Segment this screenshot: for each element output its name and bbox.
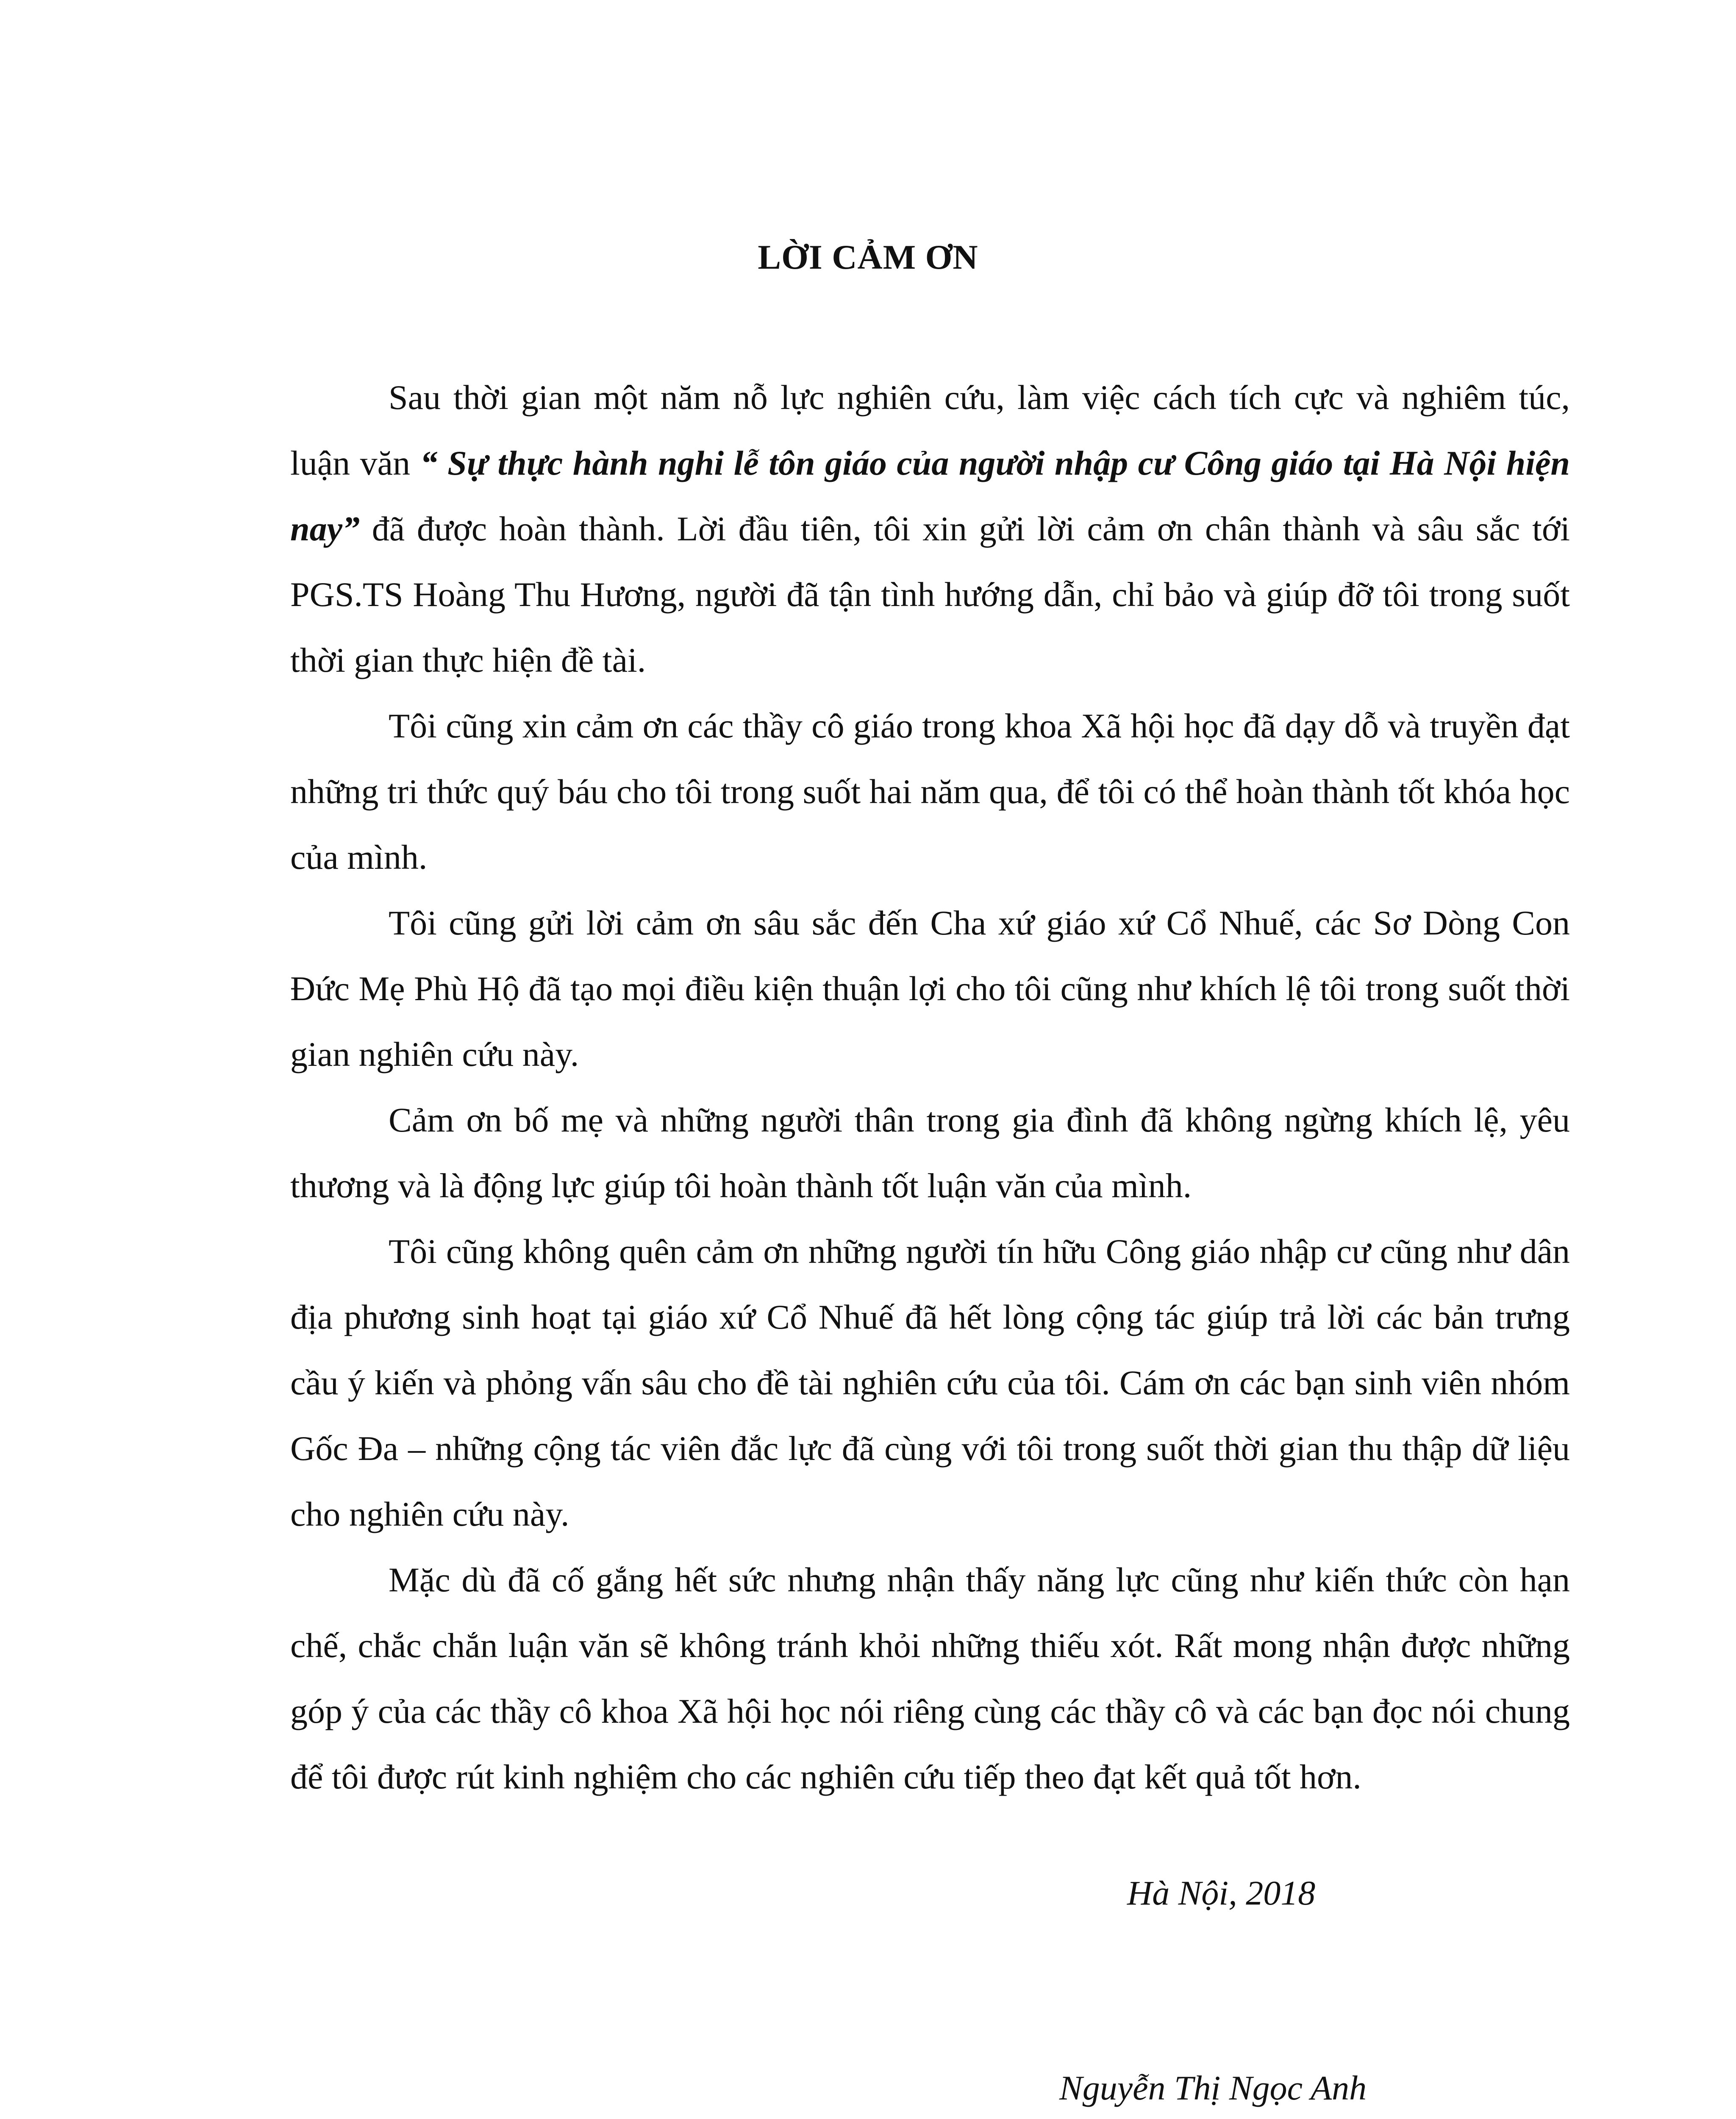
- paragraph-1: [290, 364, 1570, 693]
- paragraph-5: Tôi cũng không quên cảm ơn những người tín hữu Công giáo nhập cư cũng như dân địa phương sinh hoạt tại giáo xứ Cổ Nhuế đã hết lòng cộng tác giúp trả lời các bản trưng cầu ý kiến và phỏng vấn sâu cho đề tài nghiên cứu của tôi. Cám ơn các bạn sinh viên nhóm Gốc Đa – những cộng tác viên đắc lực đã cùng với tôi trong suốt thời gian thu thập dữ liệu cho nghiên cứu này.: [290, 1232, 1570, 1533]
- paragraph-1-after: đã được hoàn thành. Lời đầu tiên, tôi xin gửi lời cảm ơn chân thành và sâu sắc tới PGS.TS Hoàng Thu Hương, người đã tận tình hướng dẫn, chỉ bảo và giúp đỡ tôi trong suốt thời gian thực hiện đề tài.: [290, 509, 1570, 679]
- signature: Nguyễn Thị Ngọc Anh: [1059, 2069, 1367, 2107]
- paragraph-2: Tôi cũng xin cảm ơn các thầy cô giáo trong khoa Xã hội học đã dạy dỗ và truyền đạt những tri thức quý báu cho tôi trong suốt hai năm qua, để tôi có thể hoàn thành tốt khóa học của mình.: [290, 706, 1570, 876]
- paragraph-1-before: Sau thời gian một năm nỗ lực nghiên cứu, làm việc cách tích cực và nghiêm túc, luận văn: [290, 378, 1570, 482]
- page-title: LỜI CẢM ƠN: [758, 238, 978, 276]
- thesis-title: “ Sự thực hành nghi lễ tôn giáo của người nhập cư Công giáo tại Hà Nội hiện nay”: [290, 444, 1570, 548]
- paragraph-3: Tôi cũng gửi lời cảm ơn sâu sắc đến Cha xứ giáo xứ Cổ Nhuế, các Sơ Dòng Con Đức Mẹ Phù Hộ đã tạo mọi điều kiện thuận lợi cho tôi cũng như khích lệ tôi trong suốt thời gian nghiên cứu này.: [290, 904, 1570, 1073]
- place-date: Hà Nội, 2018: [1127, 1874, 1316, 1912]
- paragraph-6: Mặc dù đã cố gắng hết sức nhưng nhận thấy năng lực cũng như kiến thức còn hạn chế, chắc chắn luận văn sẽ không tránh khỏi những thiếu xót. Rất mong nhận được những góp ý của các thầy cô khoa Xã hội học nói riêng cùng các thầy cô và các bạn đọc nói chung để tôi được rút kinh nghiệm cho các nghiên cứu tiếp theo đạt kết quả tốt hơn.: [290, 1560, 1570, 1796]
- paragraph-4: Cảm ơn bố mẹ và những người thân trong gia đình đã không ngừng khích lệ, yêu thương và là động lực giúp tôi hoàn thành tốt luận văn của mình.: [290, 1101, 1570, 1205]
- acknowledgement-body: [290, 364, 1570, 1810]
